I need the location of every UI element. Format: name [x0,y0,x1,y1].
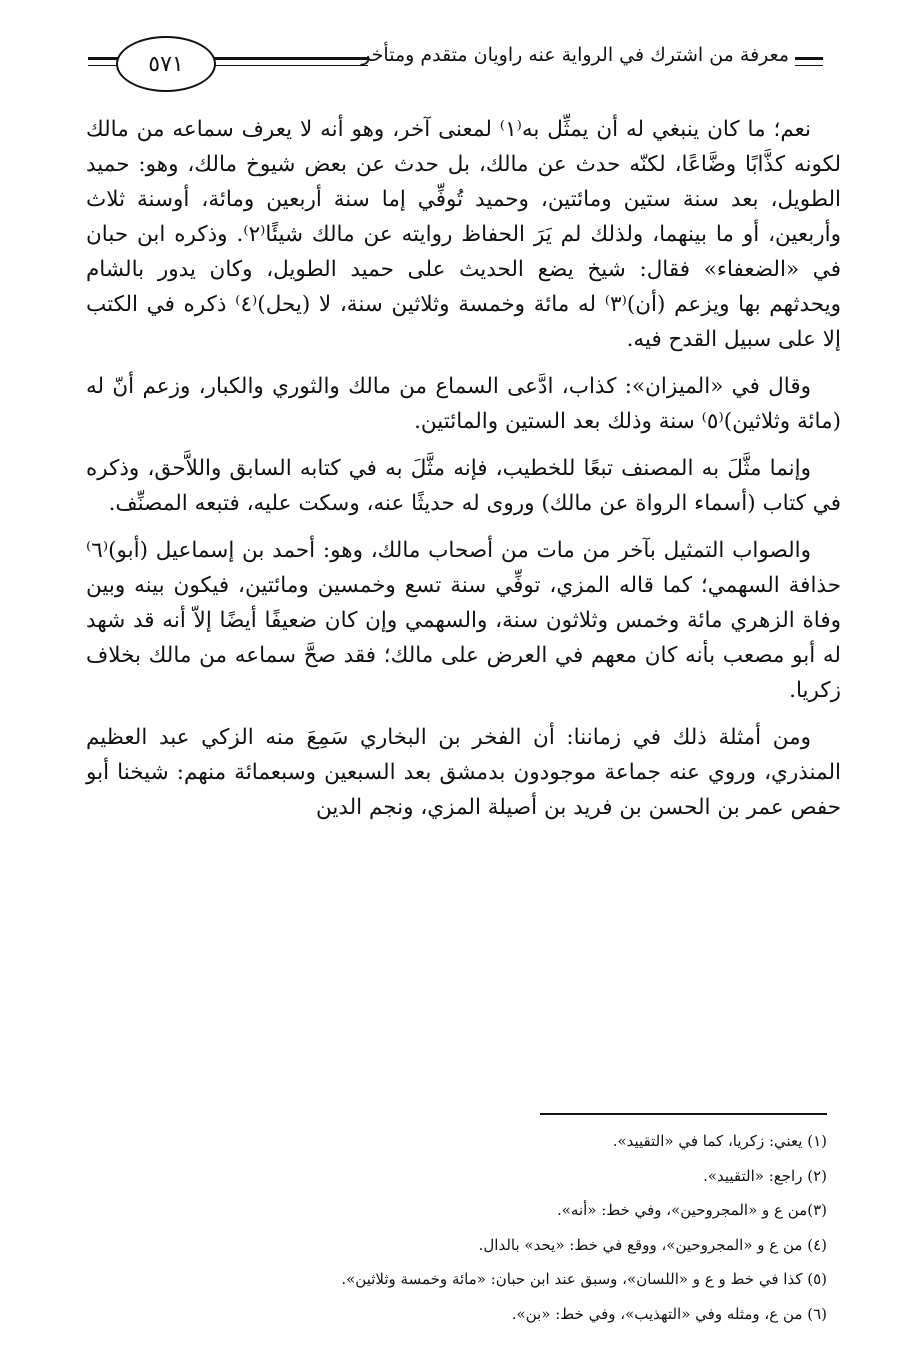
footnote-3: (٣)من ع و «المجروحين»، وفي خط: «أنه». [556,1201,827,1219]
main-text [86,112,841,837]
footnote-6: (٦) من ع، ومثله وفي «التهذيب»، وفي خط: «بن». [511,1304,827,1323]
footnotes [72,1124,827,1331]
header-rule-right-thin [795,65,823,66]
paragraph-1: نعم؛ ما كان ينبغي له أن يمثِّل به⁽١⁾ لمعنى آخر، وهو أنه لا يعرف سماعه من مالك لكونه كذَّابًا وضَّاعًا، لكنّه حدث عن مالك، بل حدث عن بعض شيوخ مالك، وهو: حميد الطويل، بعد سنة ستين ومائتين، وحميد تُوفِّي إما سنة أربعين ومائة، أوسنة ثلاث وأربعين، أو ما بينهما، ولذلك لم يَرَ الحفاظ روايته عن مالك شيئًا⁽٢⁾. وذكره ابن حبان في «الضعفاء» فقال: شيخ يضع الحديث على حميد الطويل، وكان يدور بالشام ويحدثهم بها ويزعم (أن)⁽٣⁾ له مائة وخمسة وثلاثين سنة، لا (يحل)⁽٤⁾ ذكره في الكتب إلا على سبيل القدح فيه. [86,117,841,352]
page-number: ٥٧١ [116,36,216,92]
paragraph-5: ومن أمثلة ذلك في زماننا: أن الفخر بن البخاري سَمِعَ منه الزكي عبد العظيم المنذري، وروي عنه جماعة موجودون بدمشق بعد السبعين وسبعمائة منهم: شيخنا أبو حفص عمر بن الحسن بن فريد بن أصيلة المزي، ونجم الدين [86,725,841,820]
paragraph-2: وقال في «الميزان»: كذاب، ادَّعى السماع من مالك والثوري والكبار، وزعم أنّ له (مائة وثلاثين)⁽٥⁾ سنة وذلك بعد الستين والمائتين. [86,374,841,434]
footnote-divider [540,1113,827,1115]
running-title: معرفة من اشترك في الرواية عنه راويان متقدم ومتأخر [361,44,789,66]
footnote-2: (٢) راجع: «التقييد». [703,1166,827,1185]
header-rule-middle-thin [208,65,368,66]
paragraph-3: وإنما مثَّلَ به المصنف تبعًا للخطيب، فإنه مثَّلَ به في كتابه السابق واللاَّحق، وذكره في كتاب (أسماء الرواة عن مالك) وروى له حديثًا عنه، وسكت عليه، فتبعه المصنِّف. [86,456,841,516]
paragraph-4: والصواب التمثيل بآخر من مات من أصحاب مالك، وهو: أحمد بن إسماعيل (أبو)⁽٦⁾ حذافة السهمي؛ كما قاله المزي، توفِّي سنة تسع وخمسين ومائتين، فيكون بينه وبين وفاة الزهري مائة وخمس وثلاثون سنة، والسهمي وإن كان ضعيفًا أيضًا إلاّ أنه قد شهد له أبو مصعب بأنه كان معهم في العرض على مالك؛ فقد صحَّ سماعه من مالك بخلاف زكريا. [86,538,841,703]
footnote-1: (١) يعني: زكريا، كما في «التقييد». [612,1132,827,1150]
header-rule-middle-thick [208,57,368,60]
footnote-4: (٤) من ع و «المجروحين»، ووقع في خط: «يحد» بالدال. [478,1235,827,1254]
header-rule-right-thick [795,57,823,60]
page-header [88,34,823,94]
footnote-5: (٥) كذا في خط و ع و «اللسان»، وسبق عند ابن حبان: «مائة وخمسة وثلاثين». [341,1270,827,1288]
